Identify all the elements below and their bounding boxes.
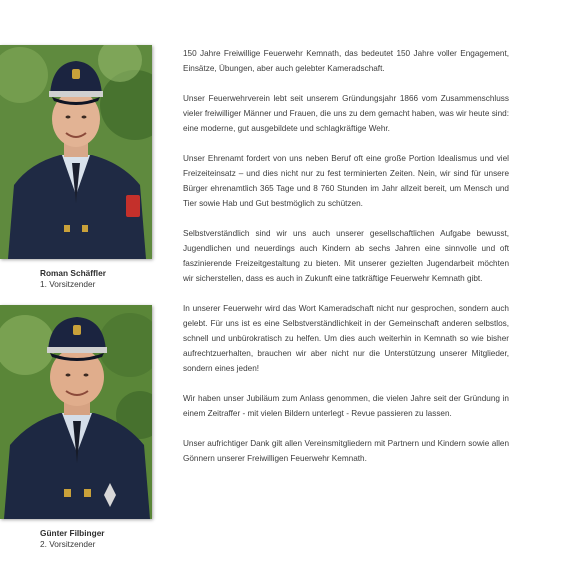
person-role: 1. Vorsitzender: [40, 279, 96, 289]
paragraph-3: Unser Ehrenamt fordert von uns neben Beruf oft eine große Portion Idealismus und viel Freizeiteinsatz – und dies nicht nur zu fest terminierten Zeiten. Nein, wir sind für unsere Bürger ehrenamtlich 365 Tage und 8 760 Stunden im Jahr allzeit bereit, um Mensch und Tier sowie Hab und Gut bestmöglich zu schützen.: [183, 154, 509, 208]
paragraph-2: Unser Feuerwehrverein lebt seit unserem Gründungsjahr 1866 vom Zusammenschluss vieler freiwilliger Männer und Frauen, die uns zu dem gemacht haben, was wir heute sind: eine moderne, gut ausgebildete und schlagkräftige Wehr.: [183, 94, 509, 133]
caption-person-1: [40, 268, 106, 290]
paragraph-5: In unserer Feuerwehr wird das Wort Kameradschaft nicht nur gesprochen, sondern auch gelebt. Für uns ist es eine Selbstverständlichkeit in der Gemeinschaft anderen selbstlos, schnell und unbürokratisch zu helfen. Um dies auch weiterhin in Kemnath so wie bisher aufrechtzuerhalten, brauchen wir aber nicht nur die Unterstützung unserer Mitglieder, sondern eines jeden!: [183, 304, 509, 373]
portrait-photo-icon: [0, 305, 152, 519]
caption-person-2: [40, 528, 105, 550]
person-name: Günter Filbinger: [40, 528, 105, 538]
paragraph-4: Selbstverständlich sind wir uns auch unserer gesellschaftlichen Aufgabe bewusst, Jugendlichen und neuerdings auch Kindern ab sechs Jahren eine sinnvolle und oft faszinierende Freizeitgestaltung zu bieten. Mit unserer gezielten Jugendarbeit möchten wir sicherstellen, dass es auch in Zukunft eine tatkräftige Feuerwehr Kemnath gibt.: [183, 229, 509, 283]
portrait-photo-2: [0, 305, 152, 519]
body-text: [183, 46, 509, 481]
paragraph-1: 150 Jahre Freiwillige Feuerwehr Kemnath, das bedeutet 150 Jahre voller Engagement, Einsätze, Übungen, aber auch gelebter Kameradschaft.: [183, 49, 509, 73]
portrait-photo-1: [0, 45, 152, 259]
person-name: Roman Schäffler: [40, 268, 106, 278]
portrait-photo-icon: [0, 45, 152, 259]
person-role: 2. Vorsitzender: [40, 539, 96, 549]
paragraph-7: Unser aufrichtiger Dank gilt allen Vereinsmitgliedern mit Partnern und Kindern sowie allen Gönnern unserer Freiwilligen Feuerwehr Kemnath.: [183, 439, 509, 463]
paragraph-6: Wir haben unser Jubiläum zum Anlass genommen, die vielen Jahre seit der Gründung in einem Zeitraffer - mit vielen Bildern unterlegt - Revue passieren zu lassen.: [183, 394, 509, 418]
